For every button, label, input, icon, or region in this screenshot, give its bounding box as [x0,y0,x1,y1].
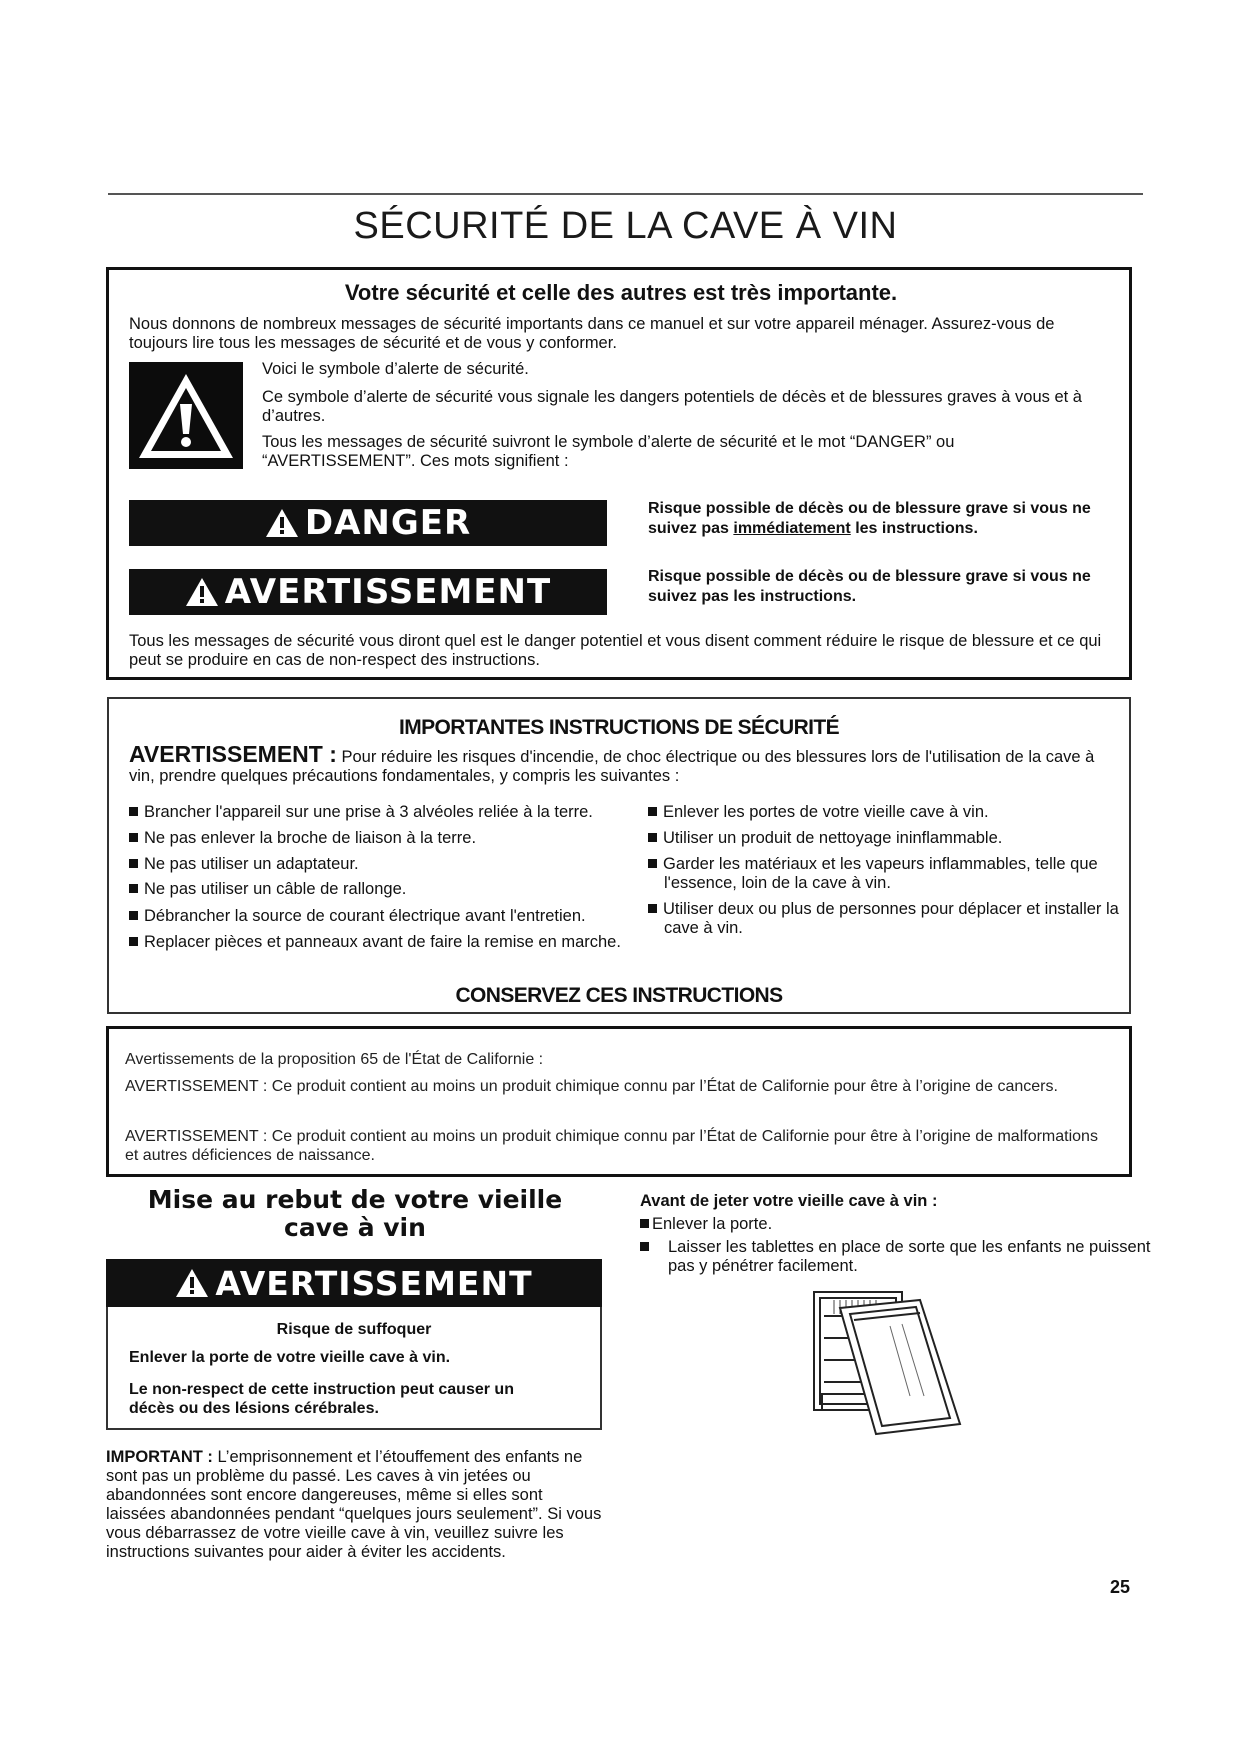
top-rule [108,193,1143,195]
list-item: Ne pas enlever la broche de liaison à la terre. [129,829,645,848]
warning-label: AVERTISSEMENT [224,572,552,612]
list-item: Ne pas utiliser un adaptateur. [129,855,645,874]
list-item: Garder les matériaux et les vapeurs inflammables, telle que l'essence, loin de la cave à vin. [648,855,1144,893]
list-item: Laisser les tablettes en place de sorte que les enfants ne puissent pas y pénétrer facilement. [640,1238,1158,1276]
symbol-line-1: Voici le symbole d’alerte de sécurité. [262,360,529,378]
list-item: Utiliser un produit de nettoyage ininflammable. [648,829,1144,848]
disposal-warning-bar [106,1259,602,1307]
danger-description: Risque possible de décès ou de blessure grave si vous ne suivez pas immédiatement les instructions. [648,500,1091,537]
suffocation-consequence: Le non-respect de cette instruction peut causer un décès ou des lésions cérébrales. [129,1381,514,1417]
wine-cellar-illustration [810,1286,970,1436]
instructions-warning: AVERTISSEMENT : Pour réduire les risques d'incendie, de choc électrique ou des blessures lors de l'utilisation de la cave à vin, prendre quelques précautions fondamentales, y compris les suivantes : [129,741,1095,785]
list-item: Ne pas utiliser un câble de rallonge. [129,880,645,899]
warning-description: Risque possible de décès ou de blessure grave si vous ne suivez pas les instructions. [648,568,1091,605]
suffocation-action: Enlever la porte de votre vieille cave à vin. [129,1349,451,1366]
list-item: Enlever la porte. [640,1215,1120,1234]
disposal-heading: Mise au rebut de votre vieille cave à vin [147,1185,563,1242]
warning-signal-bar [129,569,607,615]
before-disposal-heading: Avant de jeter votre vieille cave à vin : [640,1192,938,1210]
disposal-warning-label: AVERTISSEMENT [215,1263,533,1303]
list-item: Brancher l'appareil sur une prise à 3 alvéoles reliée à la terre. [129,803,645,822]
alert-triangle-icon [185,577,219,607]
safety-heading: Votre sécurité et celle des autres est très importante. [344,280,898,305]
symbol-line-3: Tous les messages de sécurité suivront le symbole d’alerte de sécurité et le mot “DANGER” ou “AVERTISSEMENT”. Ces mots signifient : [262,433,955,470]
page-title: SÉCURITÉ DE LA CAVE À VIN [353,205,898,247]
danger-label: DANGER [304,503,472,543]
instructions-heading: IMPORTANTES INSTRUCTIONS DE SÉCURITÉ [398,716,840,739]
danger-signal-bar [129,500,607,546]
safety-intro: Nous donnons de nombreux messages de sécurité importants dans ce manuel et sur votre appareil ménager. Assurez-vous de toujours lire tous les messages de sécurité et de vous y conformer. [129,315,1055,352]
list-item: Utiliser deux ou plus de personnes pour déplacer et installer la cave à vin. [648,900,1149,938]
alert-triangle-icon [265,508,299,538]
important-paragraph: IMPORTANT : L’emprisonnement et l’étouffement des enfants ne sont pas un problème du passé. Les caves à vin jetées ou abandonnées sont encore dangereuses, même si elles sont laissées abandonnées pendant “quelques jours seulement”. Si vous vous débarrassez de votre vieille cave à vin, veuillez suivre les instructions suivantes pour aider à éviter les accidents. [106,1448,602,1561]
safety-alert-icon [129,362,243,469]
suffocation-risk: Risque de suffoquer [276,1321,432,1338]
list-item: Débrancher la source de courant électrique avant l'entretien. [129,907,645,926]
safety-closing: Tous les messages de sécurité vous diront quel est le danger potentiel et vous disent comment réduire le risque de blessure et ce qui peut se produire en cas de non-respect des instructions. [129,632,1102,669]
instructions-footer: CONSERVEZ CES INSTRUCTIONS [455,984,783,1007]
alert-triangle-icon [175,1268,209,1298]
prop65-line-3: AVERTISSEMENT : Ce produit contient au moins un produit chimique connu par l’État de Californie pour être à l’origine de malformations et autres déficiences de naissance. [125,1128,1098,1164]
symbol-line-2: Ce symbole d’alerte de sécurité vous signale les dangers potentiels de décès et de blessures graves à vous et à d’autres. [262,388,1082,425]
list-item: Enlever les portes de votre vieille cave à vin. [648,803,1144,822]
list-item: Replacer pièces et panneaux avant de faire la remise en marche. [129,933,625,952]
prop65-line-1: Avertissements de la proposition 65 de l'État de Californie : [125,1051,544,1068]
page-number: 25 [1110,1577,1131,1597]
prop65-line-2: AVERTISSEMENT : Ce produit contient au moins un produit chimique connu par l’État de Californie pour être à l’origine de cancers. [125,1078,1058,1095]
